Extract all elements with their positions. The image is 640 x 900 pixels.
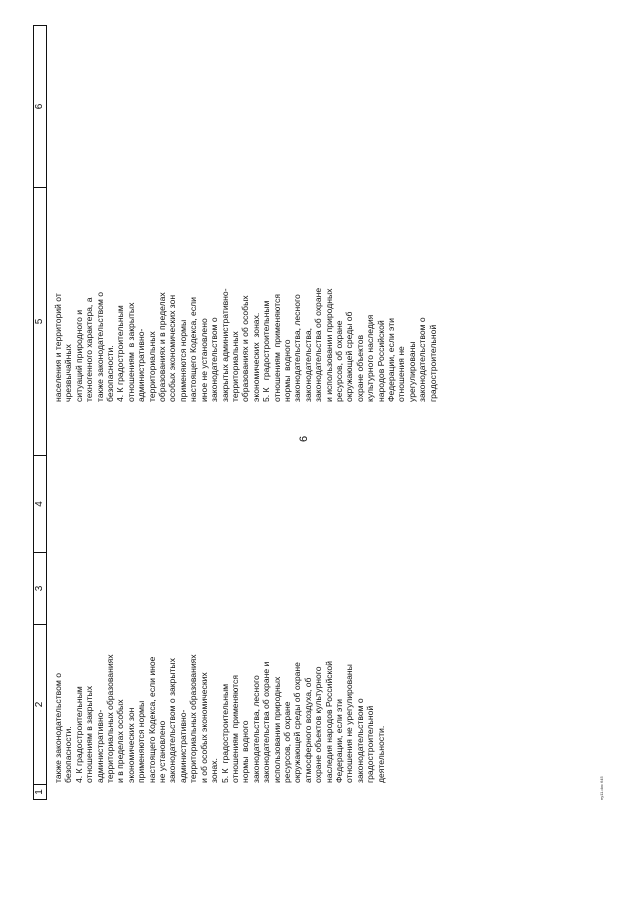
text-line: применяются нормы xyxy=(177,319,188,402)
column-5-text xyxy=(53,288,438,402)
text-line: 4. К градостроительным xyxy=(73,686,84,783)
col-header-3: 3 xyxy=(34,552,46,624)
col-header-5: 5 xyxy=(34,187,46,455)
rotated-page xyxy=(33,25,603,800)
text-line: отношениям применяются xyxy=(271,294,282,402)
text-line: использовании природных xyxy=(271,676,282,783)
text-line: градостроительной xyxy=(365,705,376,783)
text-line: и в пределах особых xyxy=(115,699,126,783)
text-line: административно- xyxy=(94,709,105,783)
text-line: законодательства, лесного xyxy=(292,294,303,402)
text-line: 5. К градостроительным xyxy=(261,300,272,402)
text-line: административно- xyxy=(136,328,147,402)
text-line: ресурсов, об охране xyxy=(333,320,344,402)
text-line: техногенного характера, а xyxy=(84,297,95,402)
text-line: закрытых административно- xyxy=(219,288,230,402)
text-line: законодательства, xyxy=(302,328,313,402)
text-line: 4. К градостроительным xyxy=(115,305,126,402)
text-line: территориальных образованиях xyxy=(105,654,116,783)
text-line: законодательства, лесного xyxy=(250,675,261,783)
text-line: градостроительной xyxy=(427,324,438,402)
text-line: наследия народов Российской xyxy=(323,661,334,783)
text-line: нормы водного xyxy=(240,720,251,783)
text-line: законодательством о закрытых xyxy=(167,658,178,783)
text-line: и использовании природных xyxy=(323,288,334,402)
text-line: охране объектов культурного xyxy=(313,666,324,783)
table-header-row xyxy=(33,25,47,800)
col-header-4: 4 xyxy=(34,455,46,552)
text-line: безопасности. xyxy=(105,345,116,402)
text-line: законодательства об охране xyxy=(313,287,324,402)
text-line: территориальных xyxy=(146,331,157,402)
text-line: законодательства об охране и xyxy=(261,661,272,783)
text-line: отношения не урегулированы xyxy=(344,664,355,783)
col-header-6: 6 xyxy=(34,103,45,110)
text-line: применяются нормы xyxy=(136,700,147,783)
text-line: иное не установлено xyxy=(198,318,209,402)
text-line: охране объектов xyxy=(354,334,365,402)
col-header-2: 2 xyxy=(34,624,46,784)
text-line: экономических зонах. xyxy=(250,312,261,402)
text-line: окружающей среды об xyxy=(344,311,355,402)
text-line: населения и территорий от xyxy=(53,293,63,402)
text-line: ситуаций природного и xyxy=(73,309,84,402)
text-line: отношениям в закрытых xyxy=(125,302,136,402)
text-line: атмосферного воздуха, об xyxy=(302,677,313,783)
text-line: настоящего Кодекса, если иное xyxy=(146,656,157,783)
text-line: экономических зон xyxy=(125,707,136,783)
text-line: 5. К градостроительным xyxy=(219,683,230,783)
text-line: Федерации, если эти xyxy=(386,318,396,402)
text-line: отношения не xyxy=(396,346,407,402)
text-line: территориальных образованиях xyxy=(188,654,199,783)
text-line: законодательством о xyxy=(417,317,428,402)
text-line: и об особых экономических xyxy=(198,672,209,783)
text-line: образованиях и об особых xyxy=(240,295,251,402)
footer-code: ey11.doc 645 xyxy=(599,776,604,800)
text-line: зонах. xyxy=(209,758,220,783)
text-line: законодательством о xyxy=(209,317,220,402)
text-line: Федерации, если эти xyxy=(333,699,344,783)
text-line: народов Российской xyxy=(375,320,386,402)
text-line: настоящего Кодекса, если xyxy=(188,297,199,402)
text-line: образованиях и в пределах xyxy=(157,292,168,402)
page-number: 6 xyxy=(298,435,310,442)
text-line: особых экономических зон xyxy=(167,294,178,402)
text-line: также законодательством о xyxy=(94,292,105,402)
col-header-1: 1 xyxy=(34,784,46,799)
text-line: отношениям в закрытых xyxy=(84,685,95,783)
column-2-text xyxy=(53,654,386,783)
text-line: нормы водного xyxy=(281,339,292,402)
text-line: не установлено xyxy=(157,720,168,783)
text-line: безопасности. xyxy=(63,726,74,783)
text-line: также законодательством о xyxy=(53,673,63,783)
text-line: отношениям применяются xyxy=(229,675,240,783)
text-line: деятельности. xyxy=(375,725,386,783)
text-line: окружающей среды об охране xyxy=(292,662,303,783)
text-line: территориальных xyxy=(229,331,240,402)
text-line: урегулированы xyxy=(406,341,417,402)
text-line: чрезвычайных xyxy=(63,344,74,402)
text-line: административно- xyxy=(177,709,188,783)
text-line: культурного наследия xyxy=(365,314,376,402)
text-line: ресурсов, об охране xyxy=(281,701,292,783)
text-line: законодательством о xyxy=(354,698,365,783)
